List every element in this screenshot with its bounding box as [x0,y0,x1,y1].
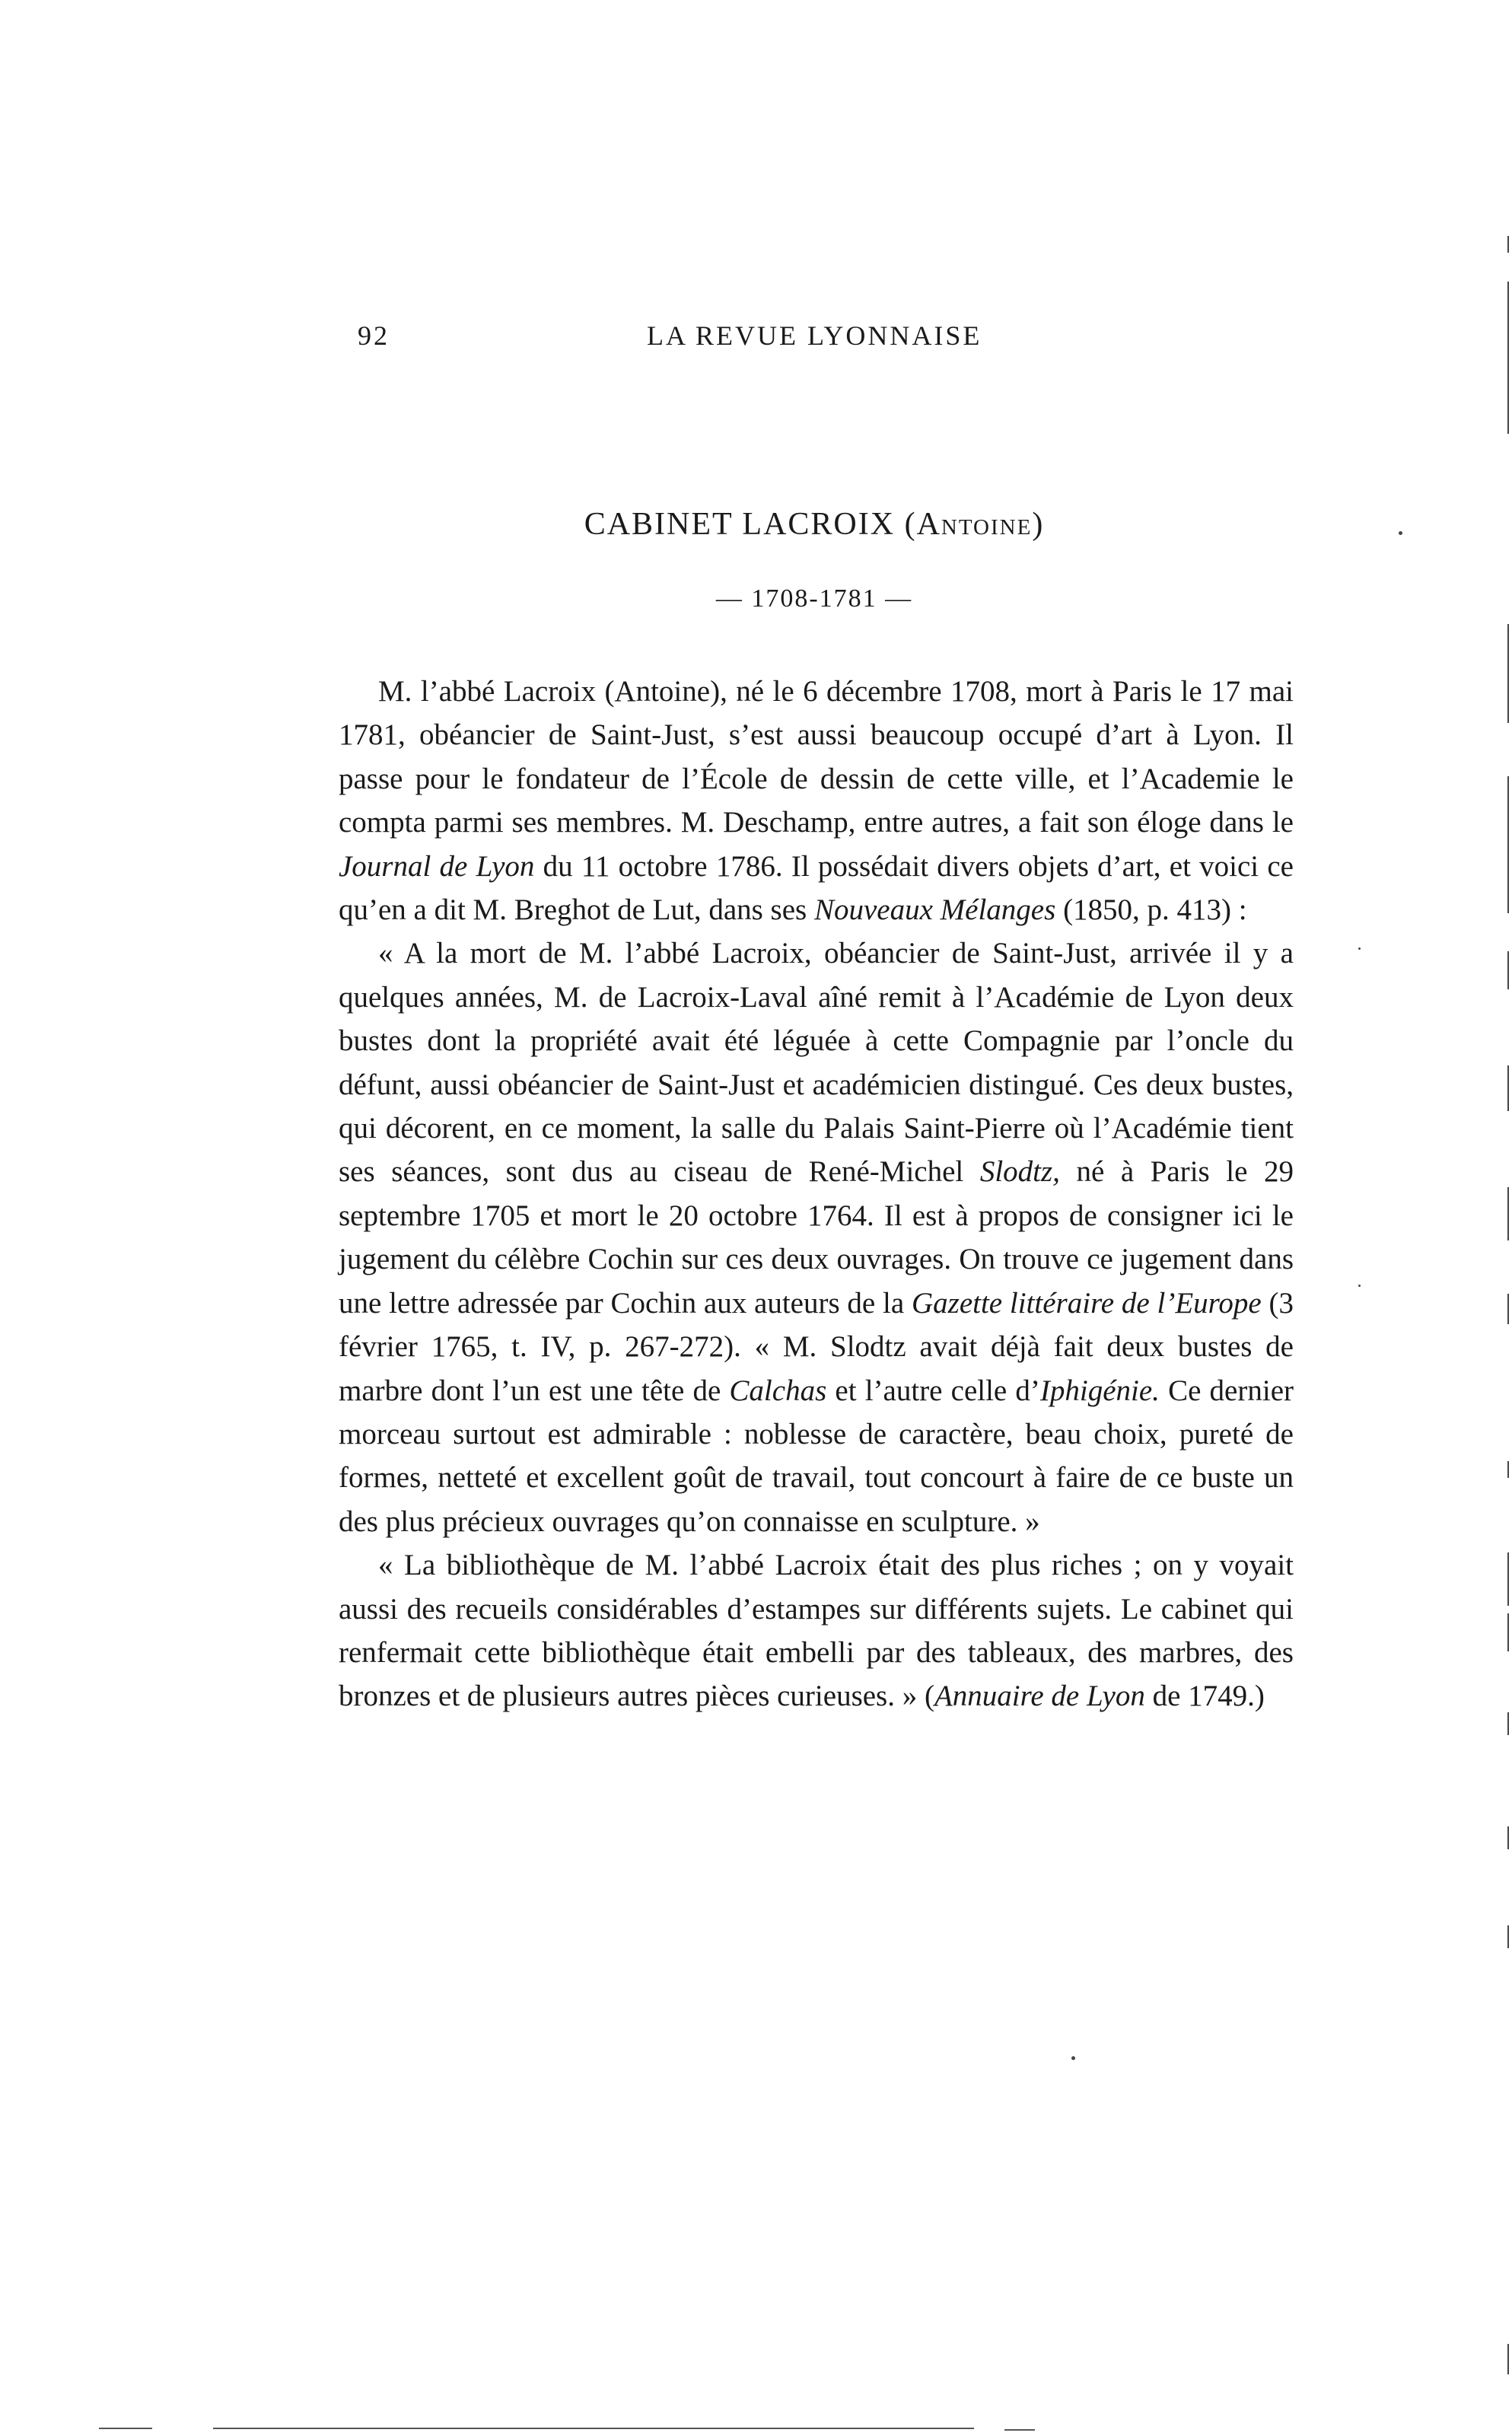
text-run: et l’autre celle d’ [826,1374,1040,1407]
article-dates: — 1708-1781 — [715,584,913,613]
journal-title: LA REVUE LYONNAISE [647,320,982,351]
scan-edge-mark [1507,1826,1509,1849]
text-run: né à Paris le 29 septembre 1705 et mort le 20 octobre 1764. Il est à propos de consigner ici le jugement du célèbre Cochin sur ces deux ouvrages. On trouve ce jugement dans une lettre adressée par Cochin aux auteurs de la [339,1155,1294,1320]
italic-run: Slodtz, [979,1155,1060,1189]
paragraph-library [339,1543,1294,1718]
scan-edge-mark [1507,1065,1509,1111]
scan-edge-mark [1507,1613,1509,1651]
text-run: du 11 octobre 1786. Il possédait divers objets d’art, et voici ce qu’en a dit M. Breghot de Lut, dans ses [339,849,1294,927]
text-run: Ce dernier morceau surtout est admirable : noblesse de caractère, beau choix, pureté de formes, netteté et excellent goût de travail, tout concourt à faire de ce buste un des plus précieux ouvrages qu’on connaisse en sculpture. » [339,1374,1294,1538]
paragraph-intro [339,670,1294,931]
italic-run: Journal de Lyon [339,849,535,883]
italic-run: Iphigénie. [1039,1374,1160,1407]
running-head [335,320,1294,358]
scan-speck [1399,531,1402,535]
article-title-open-paren: ( [904,507,917,542]
scan-edge-mark [1507,1294,1509,1324]
page-number: 92 [358,320,390,351]
scan-edge-mark [1507,1712,1509,1735]
article-title-main: CABINET LACROIX [584,507,896,542]
scan-edge-mark [1507,282,1509,434]
text-run: M. l’abbé Lacroix (Antoine), né le 6 décembre 1708, mort à Paris le 17 mai 1781, obéancier de Saint-Just, s’est aussi beaucoup occupé d’art à Lyon. Il passe pour le fondateur de l’École de dessin de cette ville, et l’Academie le compta parmi ses membres. M. Deschamp, entre autres, a fait son éloge dans le [339,675,1294,839]
scan-edge-mark [1507,1187,1509,1240]
text-run: de 1749.) [1144,1680,1265,1713]
article-body [339,670,1294,1718]
bottom-rule [1004,2429,1035,2431]
italic-run: Annuaire de Lyon [934,1680,1145,1713]
scan-edge-mark [1507,624,1509,723]
scan-edge-mark [1507,1925,1509,1948]
scan-edge-mark [1507,2344,1509,2374]
bottom-rule [213,2428,974,2429]
paragraph-quotation [339,931,1294,1543]
italic-run: Nouveaux Mélanges [813,893,1056,927]
scan-edge-mark [1507,236,1509,253]
scan-edge-mark [1507,951,1509,989]
text-run: (3 février 1765, t. IV, p. 267-272). « M. Slodtz avait déjà fait deux bustes de marbre dont l’un est une tête de [339,1286,1294,1407]
scan-edge-mark [1507,1552,1509,1606]
scan-speck [1071,2056,1075,2060]
scan-speck [1358,1285,1361,1287]
article-title-close-paren: ) [1032,507,1045,542]
article-title-name: Antoine [916,507,1033,542]
scan-edge-mark [1507,776,1509,913]
text-run: « A la mort de M. l’abbé Lacroix, obéancier de Saint-Just, arrivée il y a quelques années, M. de Lacroix-Laval aîné remit à l’Académie de Lyon deux bustes dont la propriété avait été léguée à cette Compagnie par l’oncle du défunt, aussi obéancier de Saint-Just et académicien distingué. Ces deux bustes, qui décorent, en ce moment, la salle du Palais Saint-Pierre où l’Académie tient ses séances, sont dus au ciseau de René-Michel [339,937,1294,1189]
article-title [335,506,1294,543]
scan-speck [1358,947,1361,950]
bottom-rule [99,2428,152,2429]
italic-run: Calchas [729,1374,827,1407]
scan-edge-mark [1507,1461,1509,1478]
text-run: (1850, p. 413) : [1055,893,1247,927]
italic-run: Gazette littéraire de l’Europe [911,1286,1262,1320]
text-run: « La bibliothèque de M. l’abbé Lacroix était des plus riches ; on y voyait aussi des recueils considérables d’estampes sur différents sujets. Le cabinet qui renfermait cette bibliothèque était embelli par des tableaux, des marbres, des bronzes et de plusieurs autres pièces curieuses. » ( [339,1549,1294,1713]
